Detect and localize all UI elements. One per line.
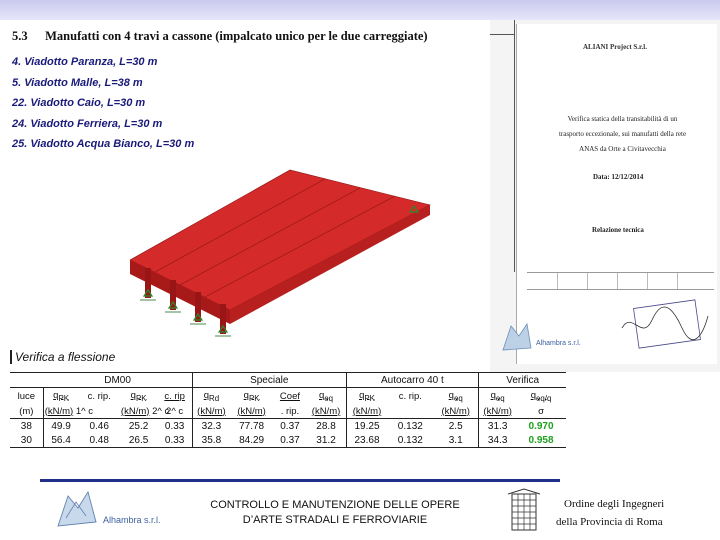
section-number: 5.3 (12, 29, 28, 43)
top-band (0, 0, 720, 20)
table-row (10, 419, 566, 434)
cell: 0.37 (273, 433, 306, 448)
column-header: Coef (279, 390, 300, 402)
section-title: Manufatti con 4 travi a cassone (impalcato unico per le due carreggiate) (45, 29, 428, 43)
cell: 0.132 (388, 433, 434, 448)
footer-rule (40, 479, 560, 482)
column-unit: σ (516, 404, 566, 419)
alhambra-logo-icon (497, 320, 535, 356)
cover-divider (514, 20, 515, 272)
cell: 0.33 (157, 433, 192, 448)
table-corner (10, 373, 43, 388)
cell: 32.3 (193, 419, 230, 434)
cell: 0.46 (89, 420, 109, 432)
column-unit: 2^ c (157, 404, 192, 419)
column-header: $q_{eq}$ (479, 388, 516, 405)
cell-span: 38 (20, 420, 32, 432)
cell: 35.8 (193, 433, 230, 448)
cell: 2.5 (448, 420, 463, 432)
column-header: $q_{PK}$ (346, 388, 387, 405)
group-header: DM00 (43, 373, 192, 388)
cover-date: Data: 12/12/2014 (593, 173, 644, 181)
viaduct-item: 24. Viadotto Ferriera, L=30 m (12, 117, 163, 130)
column-unit: (kN/m) 1^ c (44, 405, 93, 417)
building-logo-icon (506, 488, 542, 532)
column-unit: (kN/m) (193, 404, 230, 419)
column-unit: (kN/m) (307, 404, 346, 419)
cell: 56.4 (43, 433, 78, 448)
alhambra-logo-icon (52, 488, 104, 532)
column-unit: (kN/m) (346, 404, 387, 419)
table-row (10, 433, 566, 448)
section-heading (12, 29, 428, 44)
column-unit: (kN/m) (479, 404, 516, 419)
cover-report-type: Relazione tecnica (592, 226, 644, 234)
check-ratio-cell: 0.970 (528, 420, 554, 432)
column-header: c. rip. (398, 390, 422, 402)
cover-revision-table (527, 272, 714, 290)
column-header: luce (17, 390, 36, 402)
cover-title: Verifica statica della transitabilità di un trasporto eccezionale, sui manufatti della rete ANAS da Orte a Civitavecchia (558, 115, 687, 153)
column-unit: (kN/m) (230, 404, 274, 419)
column-unit: (m) (10, 404, 43, 419)
cell: 25.2 (128, 420, 149, 432)
cell: 0.37 (280, 420, 300, 432)
viaduct-item: 22. Viadotto Caio, L=30 m (12, 97, 146, 109)
cell: 77.78 (239, 420, 265, 432)
footer-course-title: CONTROLLO E MANUTENZIONE DELLE OPERE D’ARTE STRADALI E FERROVIARIE (210, 499, 460, 526)
viaduct-item: 4. Viadotto Paranza, L=30 m (12, 56, 158, 68)
column-header: $q_{Rd}$ (193, 388, 230, 405)
group-header: Verifica (479, 373, 566, 388)
stamp-signature-icon (618, 298, 712, 350)
column-header: c. rip. (87, 390, 111, 402)
column-header: $q_{eq}$ (318, 389, 334, 403)
results-table (10, 372, 566, 448)
cover-logo-text: Alhambra s.r.l. (536, 340, 581, 347)
cell: 23.68 (346, 433, 387, 448)
column-header: $q_{eq}$ (448, 389, 463, 403)
check-ratio-cell: 0.958 (516, 433, 566, 448)
cell: 31.2 (307, 433, 346, 448)
cell: 28.8 (316, 420, 336, 432)
column-header: $q_{PK}$ (243, 389, 260, 403)
group-header: Speciale (193, 373, 347, 388)
footer-logo-text: Alhambra s.r.l. (103, 515, 161, 525)
flexure-section-title: Verifica a flessione (10, 350, 115, 364)
column-header: $q_{eq/q}$ (530, 389, 552, 403)
column-unit (388, 404, 434, 419)
column-header: c. rip (164, 390, 185, 402)
cell: 0.132 (397, 420, 423, 432)
viaduct-item: 5. Viadotto Malle, L=38 m (12, 76, 143, 89)
column-unit: (kN/m) 2^ c (120, 405, 170, 417)
cell: 49.9 (43, 419, 78, 434)
footer-org-line2: della Provincia di Roma (556, 516, 663, 528)
viaduct-item: 25. Viadotto Acqua Bianco, L=30 m (12, 138, 195, 150)
cell: 19.25 (346, 419, 387, 434)
cell: 84.29 (230, 433, 274, 448)
footer-org-line1: Ordine degli Ingegneri (564, 498, 665, 510)
cell-span: 30 (10, 433, 43, 448)
column-header: $q_{PK}$ (130, 389, 147, 403)
cell: 31.3 (479, 419, 516, 434)
cover-company: ALIANI Project S.r.l. (583, 43, 647, 51)
group-header: Autocarro 40 t (346, 373, 479, 388)
cell: 0.48 (78, 433, 119, 448)
cover-divider (490, 34, 514, 35)
column-header: $q_{PK}$ (43, 388, 78, 405)
cell: 0.33 (164, 420, 185, 432)
deck-model-figure (110, 140, 440, 340)
cell: 26.5 (120, 433, 157, 448)
column-unit: . rip. (273, 404, 306, 419)
cell: 3.1 (433, 433, 479, 448)
column-unit: (kN/m) (433, 404, 479, 419)
cell: 34.3 (479, 433, 516, 448)
